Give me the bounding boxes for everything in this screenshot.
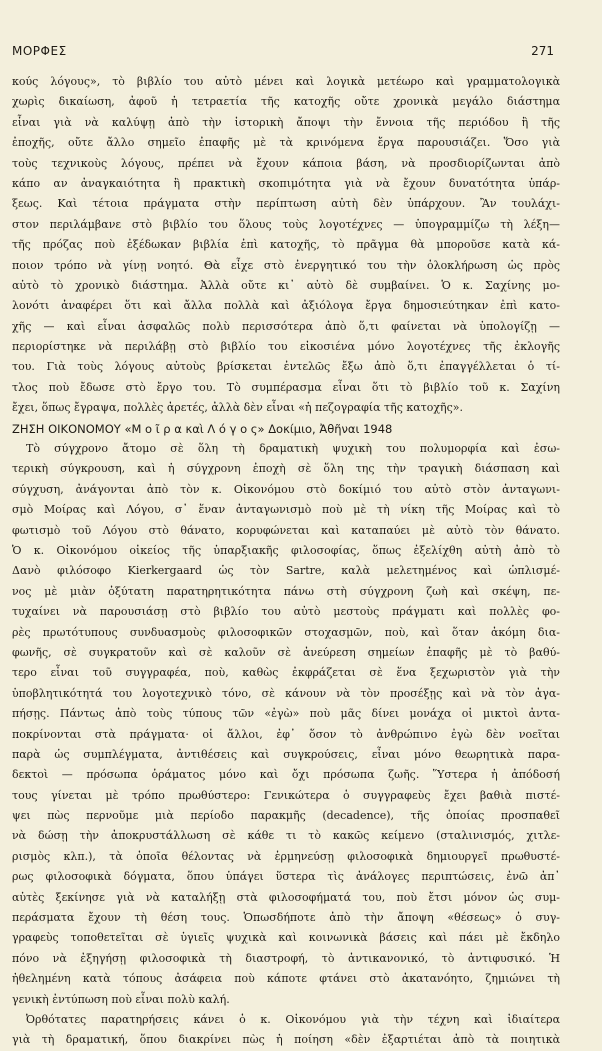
review-heading: ΖΗΣΗ ΟΙΚΟΝΟΜΟΥ «Μ ο ῖ ρ α καὶ Λ ό γ ο ς» Δοκίμιο, Ἀθῆναι 1948: [12, 421, 393, 436]
text-line: τερο εἶναι τοῦ συγγραφέα, ποὺ, καθὼς ἐκφράζεται σὲ ἕνα ξεχωριστὸν γιὰ τὴν: [12, 666, 560, 680]
text-line: κούς λόγους», τὸ βιβλίο του αὐτὸ μένει καὶ λογικὰ μετέωρο καὶ γραμματολογικὰ: [12, 75, 560, 88]
text-line: ἔχει, ὅπως ἔγραψα, πολλὲς ἀρετές, ἀλλὰ δὲν εἶναι «ἡ πεζογραφία τῆς κατοχῆς».: [12, 401, 464, 415]
text-line: χῆς — καὶ εἶναι ἀσφαλῶς πολὺ περισσότερα ἀπὸ ὅ,τι φαίνεται νὰ ὑπολογίζῃ —: [12, 319, 560, 333]
text-line: ρὲς πρωτότυπους συνδυασμοὺς φιλοσοφικῶν στοχασμῶν, ποὺ, καὶ ὅταν ἀκόμη δια-: [12, 625, 560, 639]
paragraph-first-line: Ὀρθότατες παρατηρήσεις κάνει ὁ κ. Οἰκονόμου γιὰ τὴν τέχνη καὶ ἰδιαίτερα: [26, 1012, 560, 1026]
text-line: φωτισμὸ τοῦ Λόγου στὸ θάνατο, κορυφώνεται καὶ καταπαύει μὲ αὐτὸ τὸν θάνατο.: [12, 523, 560, 537]
text-line: ξεως. Καὶ τέτοια πράγματα στὴν περίπτωση αὐτὴ δὲν ὑπάρχουν. Ἂν τουλάχι-: [12, 197, 560, 211]
text-line: περάσματα ἔχουν τὴ θέση τους. Ὁπωσδήποτε ἀπὸ τὴν ἄποψη «θέσεως» ὁ συγ-: [12, 911, 560, 925]
text-line: περιορίστηκε νὰ περιλάβῃ στὸ βιβλίο του εἰκοσιένα μόνο λογοτέχνες τῆς ἐκλογῆς: [12, 340, 560, 354]
body-text: [12, 72, 560, 1051]
text-line: ψει πὼς περνοῦμε μιὰ περίοδο παρακμῆς (decadence), τῆς ὁποίας προσπαθεῖ: [12, 809, 560, 823]
text-line: αὐτὲς ξεκίνησε γιὰ νὰ καταλήξῃ στὰ φιλοσοφήματά του, ποὺ ἔτσι μόνον ὡς συμ-: [12, 890, 560, 904]
text-line: αὐτὸ τὸ χρονικὸ διάστημα. Ἀλλὰ οὔτε κι᾿ αὐτὸ δὲ συμβαίνει. Ὁ κ. Σαχίνης μο-: [12, 278, 560, 292]
text-line: τερικὴ σύγκρουση, καὶ ἡ σύγχρονη ἐποχὴ σὲ ὅλη της τὴν τραγικὴ διάσπαση καὶ: [12, 462, 560, 476]
text-line: ἐποχῆς, οὔτε ἄλλο σημεῖο ἐπαφῆς μὲ τὰ κρινόμενα ἔργα παρουσιάζει. Ὅσο γιὰ: [12, 136, 560, 150]
text-line: νὰ δώσῃ τὴν ἀποκρυστάλλωση σὲ κάθε τι τὸ κακῶς κείμενο (σταλινισμός, χιτλε-: [12, 829, 560, 843]
text-line: τοὺς τεχνικοὺς λόγους, πρέπει νὰ ἔχουν κάποια βάση, νὰ προσδιορίζωνται ἀπὸ: [12, 156, 560, 170]
text-line: λονότι ἀναφέρει ὅτι καὶ ἄλλα πολλὰ καὶ ἀξιόλογα ἔργα δημοσιεύτηκαν ἐπὶ κατο-: [12, 299, 560, 313]
text-line: παρὰ ὡς συμπλέγματα, ἀντιθέσεις καὶ συγκρούσεις, εἶναι μόνο θεωρητικὰ παρα-: [12, 747, 560, 761]
text-line: ποκρίνονται στὰ πράγματα· οἱ ἄλλοι, ἐφ᾿ ὅσον τὸ ἀνθρώπινο ἐγὼ δὲν νοεῖται: [12, 727, 560, 741]
text-line: τυχαίνει νὰ παρουσιάσῃ στὸ βιβλίο του αὐτὸ μεστοὺς πράγματι καὶ πολλὲς φο-: [12, 605, 560, 619]
text-line: ρως φιλοσοφικὰ δόγματα, ὅπου ὑπάγει ὕστερα τὶς ἀνάλογες περιπτώσεις, ἐνῶ ἀπ᾿: [12, 870, 560, 884]
text-line: του. Γιὰ τοὺς λόγους αὐτοὺς βρίσκεται ἐντελῶς ἔξω ἀπὸ ὅ,τι ἐπαγγέλλεται ὁ τί-: [12, 360, 560, 374]
paragraph-first-line: Τὸ σύγχρονο ἄτομο σὲ ὅλη τὴ δραματικὴ ψυχικὴ του πολυμορφία καὶ ἐσω-: [26, 442, 560, 456]
text-line: ποιον τρόπο νὰ γίνῃ νοητό. Θὰ εἶχε στὸ ἐνεργητικό του τὴν ὁλοκλήρωση ὡς πρὸς: [12, 258, 560, 272]
text-line: σμὸ Μοίρας καὶ Λόγου, σ᾿ ἕναν ἀνταγωνισμὸ ποὺ μὲ τὴ νίκη τῆς Μοίρας καὶ τὸ: [12, 503, 560, 517]
text-line: γιὰ τὴ δραματική, ὅπου διακρίνει πὼς ἡ ποίηση «δὲν ἐξαρτιέται ἀπὸ τὰ ποιητικὰ: [12, 1033, 560, 1047]
text-line: ρισμὸς κλπ.), τὰ ὁποῖα θέλοντας νὰ ἑρμηνεύσῃ φιλοσοφικὰ δημιουργεῖ πρωθυστέ-: [12, 849, 560, 863]
text-line: κάπο αν ἀναγκαιότητα ἢ πρακτικὴ σκοπιμότητα γιὰ νὰ ἔχουν δυνατότητα ὑπάρ-: [12, 176, 560, 190]
text-line: ἠθελημένη κατὰ τόπους ἀσάφεια ποὺ κάποτε φτάνει στὸ ἀκατανόητο, ζημιώνει τὴ: [12, 972, 560, 986]
text-line: Δανὸ φιλόσοφο Kierkergaard ὡς τὸν Sartre, καλὰ μελετημένος καὶ ὡπλισμέ-: [12, 564, 560, 578]
text-line: στον περιλάμβανε στὸ βιβλίο του ὅλους τοὺς λογοτέχνες — ὑπογραμμίζω τὴ λέξη—: [12, 217, 560, 231]
text-line: Ὁ κ. Οἰκονόμου οἰκείος τῆς ὑπαρξιακῆς φιλοσοφίας, ὅπως ἐξελίχθη αὐτὴ ἀπὸ τὸ: [12, 543, 560, 557]
text-line: εἶναι γιὰ νὰ καλύψῃ ἀπὸ τὴν ἱστορικὴ ἄποψι τὴν ἔννοια τῆς περιόδου ἢ τῆς: [12, 115, 560, 129]
text-line: γραφεὺς τοποθετεῖται σὲ ὑγιεῖς ψυχικὰ καὶ κοινωνικὰ βάσεις καὶ πάει μὲ ἔκδηλο: [12, 931, 560, 945]
text-line: ὑποβλητικότητά του λογοτεχνικὸ τόνο, σὲ κάνουν νὰ τὸν προσέξῃς καὶ νὰ τὸν ἀγα-: [12, 686, 560, 700]
text-line: φωνῆς, σὲ συγκρατοῦν καὶ σὲ καλοῦν σὲ ἀνεύρεση σημείων ἐπαφῆς μὲ τὸ βαθύ-: [12, 645, 560, 659]
text-line: δεκτοὶ — πρόσωπα ὁράματος μόνο καὶ ὄχι πρόσωπα ζωῆς. Ὕστερα ἡ ἀπόδοσή: [12, 768, 560, 782]
text-line: τους γίνεται μὲ τρόπο πρωθύστερο: Γενικώτερα ὁ συγγραφεὺς ἔχει βαθιὰ πιστέ-: [12, 788, 560, 802]
text-line: πόνο νὰ ἐξηγήσῃ φιλοσοφικὰ τὴ διαστροφή, τὸ ἀντικανονικό, τὸ ἀντιφυσικό. Ἡ: [12, 951, 560, 965]
running-title: ΜΟΡΦΕΣ: [12, 44, 67, 58]
text-line: σύγχυση, ἀνάγονται ἀπὸ τὸν κ. Οἰκονόμου στὸ δοκίμιό του αὐτὸ στὸν ἀνταγωνι-: [12, 482, 560, 496]
text-line: τλος ποὺ ἔδωσε στὸ ἔργο του. Τὸ συμπέρασμα εἶναι ὅτι τὸ βιβλίο τοῦ κ. Σαχίνη: [12, 380, 560, 394]
page-number: 271: [531, 44, 554, 58]
text-line: πήσῃς. Πάντως ἀπὸ τοὺς τύπους τῶν «ἐγὼ» ποὺ μᾶς δίνει μονάχα οἱ μικτοὶ ἀντα-: [12, 707, 560, 721]
text-line: νος μὲ μιὰν ὀξύτατη παρατηρητικότητα πάνω στὴ σύγχρονη ζωὴ καὶ σκέψη, πε-: [12, 584, 560, 598]
text-line: χωρὶς δικαίωση, ἀφοῦ ἡ τετραετία τῆς κατοχῆς οὔτε χρονικὰ μεγάλο διάστημα: [12, 95, 560, 109]
text-line: τῆς πρόζας ποὺ ἐξέδωκαν βιβλία ἐπὶ κατοχῆς, τὸ πρᾶγμα θὰ μποροῦσε κατὰ κά-: [12, 238, 560, 252]
text-line: γενικὴ ἐντύπωση ποὺ εἶναι πολὺ καλή.: [12, 992, 230, 1006]
